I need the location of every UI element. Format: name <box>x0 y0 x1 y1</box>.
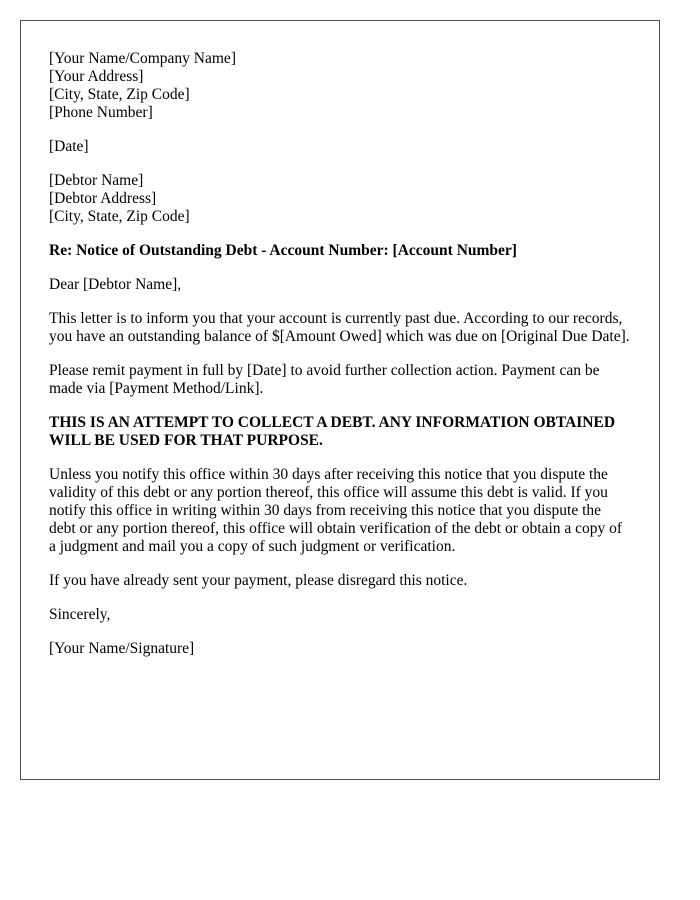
paragraph-payment-request: Please remit payment in full by [Date] to avoid further collection action. Payment can be made via [Payment Method/Link]. <box>49 362 600 397</box>
recipient-name: [Debtor Name] <box>49 172 144 189</box>
paragraph-past-due: This letter is to inform you that your account is currently past due. According to our records, you have an outstanding balance of $[Amount Owed] which was due on [Original Due Date]. <box>49 310 630 345</box>
recipient-block <box>49 172 631 226</box>
signature: [Your Name/Signature] <box>49 640 195 657</box>
sender-block <box>49 50 631 122</box>
closing: Sincerely, <box>49 606 111 623</box>
recipient-city-state-zip: [City, State, Zip Code] <box>49 208 190 225</box>
sender-address: [Your Address] <box>49 68 144 85</box>
subject-line: Re: Notice of Outstanding Debt - Account Number: [Account Number] <box>49 242 517 259</box>
paragraph-disregard: If you have already sent your payment, please disregard this notice. <box>49 572 468 589</box>
sender-name: [Your Name/Company Name] <box>49 50 236 67</box>
letter-page <box>20 20 660 780</box>
paragraph-dispute-rights: Unless you notify this office within 30 days after receiving this notice that you dispute the validity of this debt or any portion thereof, this office will assume this debt is valid. If you notify this office in writing within 30 days from receiving this notice that you dispute the debt or any portion thereof, this office will obtain verification of the debt or obtain a copy of a judgment and mail you a copy of such judgment or verification. <box>49 466 623 555</box>
sender-city-state-zip: [City, State, Zip Code] <box>49 86 190 103</box>
sender-phone: [Phone Number] <box>49 104 153 121</box>
recipient-address: [Debtor Address] <box>49 190 157 207</box>
salutation: Dear [Debtor Name], <box>49 276 182 293</box>
letter-date: [Date] <box>49 138 89 155</box>
paragraph-debt-collection-notice: THIS IS AN ATTEMPT TO COLLECT A DEBT. ANY INFORMATION OBTAINED WILL BE USED FOR THAT PURPOSE. <box>49 414 616 449</box>
